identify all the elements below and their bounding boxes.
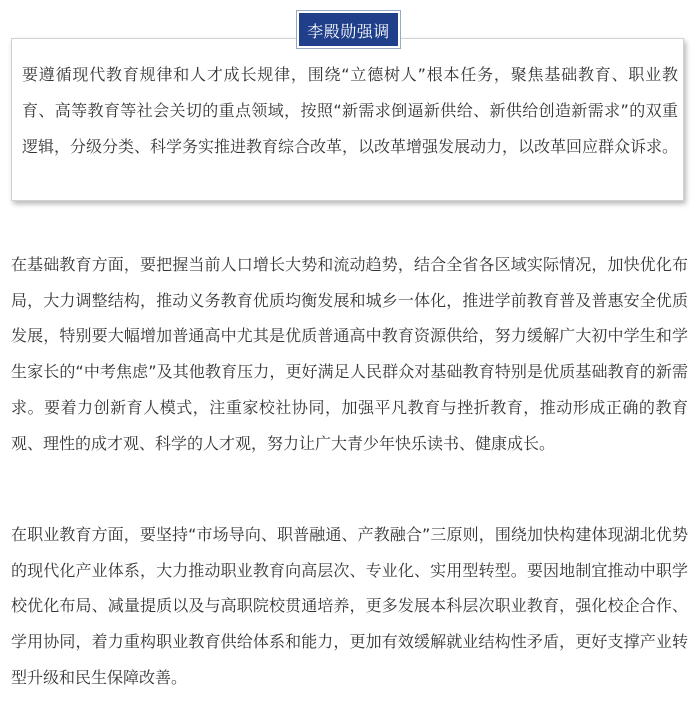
quote-text: 要遵循现代教育规律和人才成长规律，围绕“立德树人”根本任务，聚焦基础教育、职业教育、高等教育等社会关切的重点领域，按照“新需求倒逼新供给、新供给创造新需求”的双重逻辑，分级分类、科学务实推进教育综合改革，以改革增强发展动力，以改革回应群众诉求。 [22, 65, 679, 156]
paragraph-vocational-education: 在职业教育方面，要坚持“市场导向、职普融通、产教融合”三原则，围绕加快构建体现湖北优势的现代化产业体系，大力推动职业教育向高层次、专业化、实用型转型。要因地制宜推动中职学校优化布局、减量提质以及与高职院校贯通培养，更多发展本科层次职业教育，强化校企合作、学用协同，着力重构职业教育供给体系和能力，更加有效缓解就业结构性矛盾，更好支撑产业转型升级和民生保障改善。 [11, 525, 688, 687]
section-badge: 李殿勋强调 [297, 11, 400, 48]
quote-box [11, 38, 684, 201]
paragraph-basic-education: 在基础教育方面，要把握当前人口增长大势和流动趋势，结合全省各区域实际情况，加快优化布局，大力调整结构，推动义务教育优质均衡发展和城乡一体化，推进学前教育普及普惠安全优质发展，特别要大幅增加普通高中尤其是优质普通高中教育资源供给，努力缓解广大初中学生和学生家长的“中考焦虑”及其他教育压力，更好满足人民群众对基础教育特别是优质基础教育的新需求。要着力创新育人模式，注重家校社协同，加强平凡教育与挫折教育，推动形成正确的教育观、理性的成才观、科学的人才观，努力让广大青少年快乐读书、健康成长。 [11, 255, 688, 453]
